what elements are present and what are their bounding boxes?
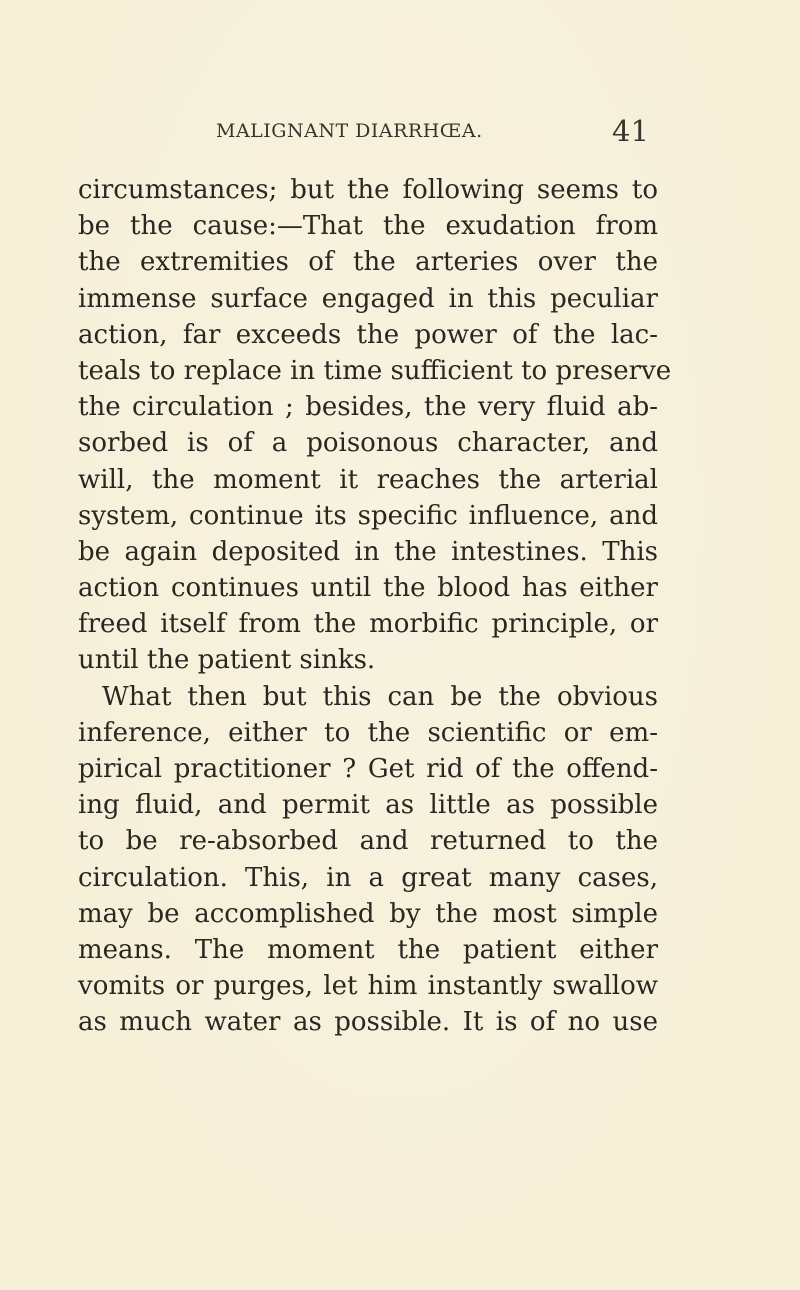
paragraph-first-line: What then but this can be the obvious	[102, 681, 658, 712]
text-line: pirical practitioner ? Get rid of the offend-	[78, 754, 658, 784]
text-line: the circulation ; besides, the very fluid ab-	[78, 392, 658, 423]
text-line: means. The moment the patient either	[78, 934, 658, 965]
body-text	[78, 172, 672, 1041]
text-line: circumstances; but the following seems to	[78, 175, 658, 205]
page-header	[0, 114, 800, 160]
text-line: immense surface engaged in this peculiar	[78, 283, 658, 314]
page-number: 41	[612, 114, 649, 148]
text-line: as much water as possible. It is of no use	[78, 1007, 658, 1038]
text-line: will, the moment it reaches the arterial	[78, 464, 658, 495]
running-title: MALIGNANT DIARRHŒA.	[216, 120, 483, 142]
text-line: inference, either to the scientific or em-	[78, 717, 658, 748]
text-line: action, far exceeds the power of the lac-	[78, 319, 658, 350]
text-line: the extremities of the arteries over the	[78, 247, 658, 278]
text-line: ing fluid, and permit as little as possible	[78, 790, 658, 821]
text-line: circulation. This, in a great many cases,	[78, 862, 658, 893]
text-line: may be accomplished by the most simple	[78, 898, 658, 929]
text-line: sorbed is of a poisonous character, and	[78, 428, 658, 459]
text-line: teals to replace in time sufficient to preserve	[78, 355, 672, 386]
text-line: be again deposited in the intestines. This	[78, 536, 658, 567]
text-line: be the cause:—That the exudation from	[78, 211, 658, 242]
text-line: vomits or purges, let him instantly swallow	[78, 971, 658, 1002]
text-line: freed itself from the morbific principle, or	[78, 609, 658, 640]
text-line: until the patient sinks.	[78, 645, 376, 676]
text-line: to be re-absorbed and returned to the	[78, 826, 658, 857]
text-line: action continues until the blood has either	[78, 573, 658, 604]
text-line: system, continue its specific influence, and	[78, 500, 658, 531]
